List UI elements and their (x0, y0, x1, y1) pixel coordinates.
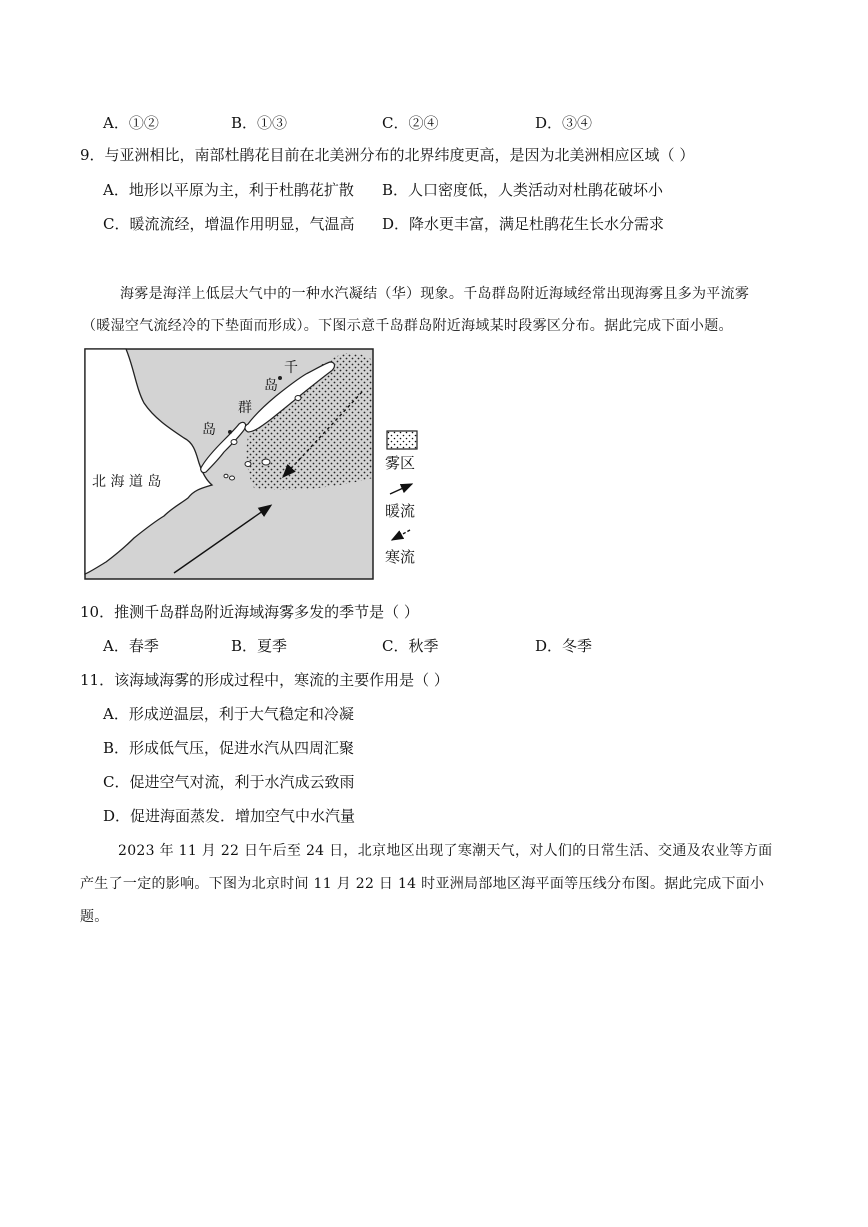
legend-cold-arrow (392, 530, 410, 540)
legend-cold-label: 寒流 (385, 548, 416, 566)
islet-4 (230, 476, 235, 480)
q11-option-c: C．促进空气对流，利于水汽成云致雨 (103, 773, 355, 791)
q9-option-c: C．暖流流经，增温作用明显，气温高 (103, 215, 355, 233)
q11-option-a: A．形成逆温层，利于大气稳定和冷凝 (103, 705, 354, 723)
islet-1 (231, 440, 237, 445)
islet-2 (262, 459, 270, 465)
q8-option-b: B．①③ (231, 114, 288, 132)
map-label-qun: 群 (238, 400, 252, 416)
q8-option-d: D．③④ (535, 114, 593, 132)
passage1-line2: （暖湿空气流经冷的下垫面而形成）。下图示意千岛群岛附近海域某时段雾区分布。据此完成下面小题。 (82, 318, 733, 334)
islet-5 (224, 474, 228, 478)
q10-option-d: D．冬季 (535, 637, 593, 655)
q8-option-c: C．②④ (382, 114, 439, 132)
map-label-qian: 千 (284, 360, 298, 376)
legend-fog-label: 雾区 (385, 454, 416, 472)
passage2-line2: 产生了一定的影响。下图为北京时间 11 月 22 日 14 时亚洲局部地区海平面等压线分布图。据此完成下面小 (80, 876, 765, 892)
islet-6 (295, 396, 301, 401)
map-label-dao2: 岛 (202, 422, 216, 438)
q10-option-b: B．夏季 (231, 637, 288, 655)
map-label-hokkaido: 北 海 道 岛 (92, 474, 162, 490)
q10-stem: 10．推测千岛群岛附近海域海雾多发的季节是（ ） (80, 603, 419, 621)
passage2-line1: 2023 年 11 月 22 日午后至 24 日，北京地区出现了寒潮天气，对人们的日常生活、交通及农业等方面 (118, 843, 773, 859)
map-label-dao1: 岛 (264, 378, 278, 394)
q11-option-b: B．形成低气压，促进水汽从四周汇聚 (103, 739, 355, 757)
q10-option-c: C．秋季 (382, 637, 439, 655)
q9-stem: 9．与亚洲相比，南部杜鹃花目前在北美洲分布的北界纬度更高，是因为北美洲相应区域（ ） (80, 146, 695, 164)
q9-option-a: A．地形以平原为主，利于杜鹃花扩散 (103, 181, 354, 199)
q11-stem: 11．该海域海雾的形成过程中，寒流的主要作用是（ ） (80, 671, 449, 689)
islet-3 (245, 462, 251, 467)
legend-warm-arrow (390, 484, 412, 494)
q10-option-a: A．春季 (103, 637, 159, 655)
passage1-line1: 海雾是海洋上低层大气中的一种水汽凝结（华）现象。千岛群岛附近海域经常出现海雾且多为平流雾 (120, 286, 750, 302)
legend-fog-swatch (387, 431, 417, 449)
q9-option-d: D．降水更丰富，满足杜鹃花生长水分需求 (382, 215, 665, 233)
islet-7 (278, 376, 282, 380)
q9-option-b: B．人口密度低，人类活动对杜鹃花破坏小 (382, 181, 664, 199)
islet-8 (228, 430, 232, 434)
q11-option-d: D．促进海面蒸发．增加空气中水汽量 (103, 807, 356, 825)
map-legend (384, 428, 424, 568)
fog-map-figure (84, 348, 424, 584)
q8-option-a: A．①② (103, 114, 159, 132)
passage2-line3: 题。 (80, 909, 109, 925)
legend-warm-label: 暖流 (385, 502, 416, 520)
